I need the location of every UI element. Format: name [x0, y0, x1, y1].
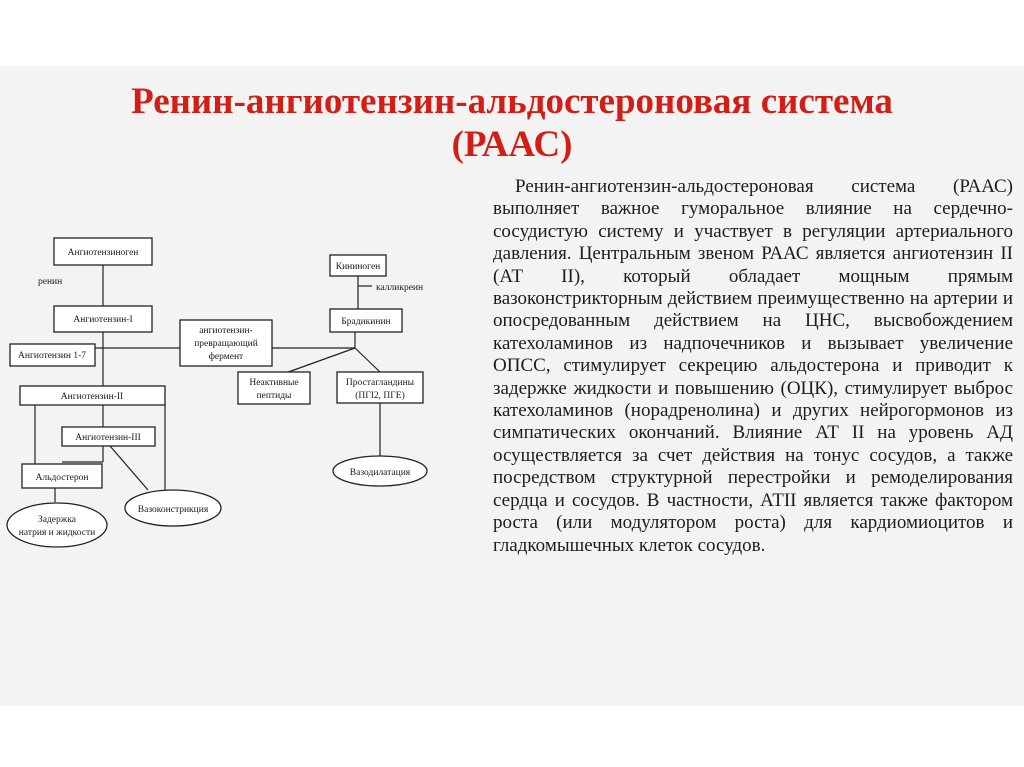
- line-to-prostaglandins: [355, 348, 380, 372]
- angiotensin2-label: Ангиотензин-II: [60, 392, 124, 402]
- renin-label: ренин: [38, 277, 63, 287]
- retention-ellipse: [7, 503, 107, 547]
- vasoconstriction-label: Вазоконстрикция: [137, 505, 209, 515]
- aldosterone-label: Альдостерон: [35, 473, 89, 483]
- title-line-1: Ренин-ангиотензин-альдостероновая система: [131, 81, 893, 122]
- angiotensinogen-label: Ангиотензиноген: [67, 248, 139, 258]
- prostaglandins-label-1: Простагландины: [345, 378, 415, 388]
- retention-label-1: Задержка: [37, 515, 77, 525]
- kallikrein-label: калликреин: [376, 283, 424, 293]
- title-line-2: (РААС): [451, 124, 573, 165]
- angiotensin1-label: Ангиотензин-I: [73, 315, 133, 325]
- kininogen-label: Кининоген: [335, 262, 381, 272]
- raas-description: Ренин-ангиотензин-альдостероновая система (РААС) выполняет важное гуморальное влияние на сердечно-сосудистую систему и участвует в регуляции артериального давления. Центральным звеном РААС является ангиотензин II (АТ II), который обладает мощным прямым вазоконстрикторным действием преимущественно на артерии и опосредованным действием на ЦНС, высвобождением катехоламинов из надпочечников и вызывает увеличение ОПСС, стимулирует секрецию альдостерона и приводит к задержке жидкости и повышению (ОЦК), стимулирует выброс катехоламинов (норадренолина) и других нейрогормонов из симпатических окончаний. Влияние АТ II на уровень АД осуществляется за счет действия на тонус сосудов, а также посредством структурной перестройки и ремоделирования сердца и сосудов. В частности, АТII является также фактором роста (или модулятором роста) для кардиомиоцитов и гладкомышечных клеток сосудов.: [493, 176, 1013, 556]
- prostaglandins-label-2: (ПГI2, ПГЕ): [355, 391, 405, 401]
- bradykinin-label: Брадикинин: [341, 317, 391, 327]
- vasodilation-label: Вазодилатация: [349, 468, 411, 478]
- retention-label-2: натрия и жидкости: [18, 528, 96, 538]
- ace-label-1: ангиотензин-: [199, 326, 253, 336]
- inactive-peptides-label-2: пептиды: [256, 391, 292, 401]
- line-to-inactive-peptides: [280, 348, 355, 375]
- ace-label-3: фермент: [208, 352, 244, 362]
- angiotensin17-label: Ангиотензин 1-7: [18, 351, 86, 361]
- ace-label-2: превращающий: [194, 339, 258, 349]
- angiotensin3-label: Ангиотензин-III: [75, 433, 141, 443]
- inactive-peptides-label-1: Неактивные: [249, 378, 299, 388]
- line-angiotensin3-to-vasoconstriction: [110, 446, 148, 490]
